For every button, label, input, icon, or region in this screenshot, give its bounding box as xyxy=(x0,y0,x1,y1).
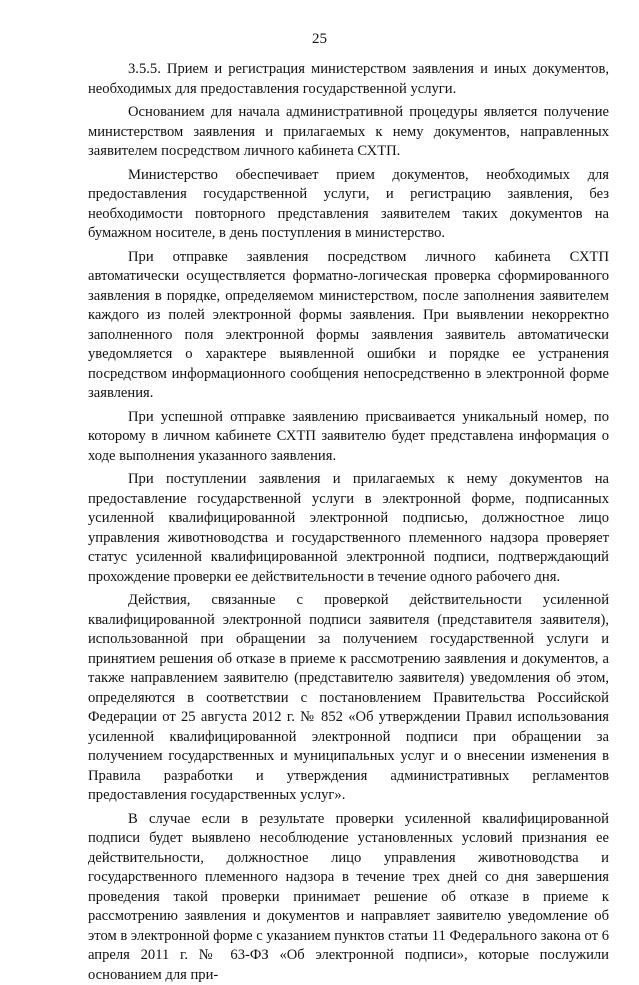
paragraph-unique-number: При успешной отправке заявлению присваивается уникальный номер, по которому в личном кабинете СХТП заявителю будет представлена информация о ходе выполнения указанного заявления. xyxy=(88,408,609,467)
paragraph-reception: Министерство обеспечивает прием документов, необходимых для предоставления государственной услуги, и регистрацию заявления, без необходимости повторного представления заявителем таких документов на бумажном носителе, в день поступления в министерство. xyxy=(88,166,609,244)
paragraph-format-check: При отправке заявления посредством личного кабинета СХТП автоматически осуществляется форматно-логическая проверка сформированного заявления в порядке, определяемом министерством, после заполнения заявителем каждого из полей электронной формы заявления. При выявлении некорректно заполненного поля электронной формы заявления заявитель автоматически уведомляется о характере выявленной ошибки и порядке ее устранения посредством информационного сообщения непосредственно в электронной форме заявления. xyxy=(88,248,609,404)
paragraph-grounds: Основанием для начала административной процедуры является получение министерством заявления и прилагаемых к нему документов, направленных заявителем посредством личного кабинета СХТП. xyxy=(88,103,609,162)
document-body xyxy=(88,60,609,985)
paragraph-section-heading: 3.5.5. Прием и регистрация министерством заявления и иных документов, необходимых для предоставления государственной услуги. xyxy=(88,60,609,99)
paragraph-government-decree: Действия, связанные с проверкой действительности усиленной квалифицированной электронной подписи заявителя (представителя заявителя), использованной при обращении за получением государственной услуги и принятием решения об отказе в приеме к рассмотрению заявления и документов, а также направлением заявителю (представителю заявителя) уведомления об этом, определяются в соответствии с постановлением Правительства Российской Федерации от 25 августа 2012 г. № 852 «Об утверждении Правил использования усиленной квалифицированной электронной подписи при обращении за получением государственных и муниципальных услуг и о внесении изменения в Правила разработки и утверждения административных регламентов предоставления государственных услуг». xyxy=(88,591,609,806)
page-number: 25 xyxy=(0,30,639,48)
paragraph-refusal: В случае если в результате проверки усиленной квалифицированной подписи будет выявлено несоблюдение установленных условий признания ее действительности, должностное лицо управления животноводства и государственного племенного надзора в течение трех дней со дня завершения проведения такой проверки принимает решение об отказе в приеме к рассмотрению заявления и документов и направляет заявителю уведомление об этом в электронной форме с указанием пунктов статьи 11 Федерального закона от 6 апреля 2011 г. № 63-ФЗ «Об электронной подписи», которые послужили основанием для при- xyxy=(88,810,609,985)
paragraph-signature-check: При поступлении заявления и прилагаемых к нему документов на предоставление государственной услуги в электронной форме, подписанных усиленной квалифицированной электронной подписью, должностное лицо управления животноводства и государственного племенного надзора проверяет статус усиленной квалифицированной электронной подписи, подтверждающий прохождение проверки ее действительности в течение одного рабочего дня. xyxy=(88,470,609,587)
